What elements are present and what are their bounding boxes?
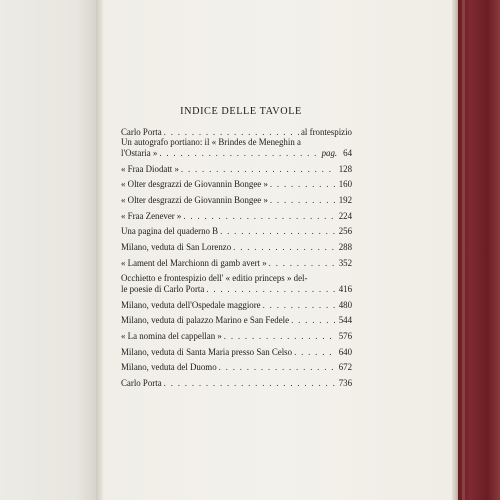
leader-dots [162,378,336,388]
list-item [121,362,352,372]
entry-page: 480 [338,299,352,310]
leader-dots [289,315,336,325]
page-title: INDICE DELLE TAVOLE [180,106,302,117]
entry-page: 352 [338,257,352,268]
list-item [121,164,352,174]
list-item [121,347,352,357]
leader-dots [231,242,336,252]
index-content [121,0,352,500]
list-item [121,273,352,294]
entry-page: al frontespizio [300,127,352,137]
list-item [121,179,352,189]
list-item [121,258,352,268]
entry-page: 416 [338,283,352,294]
entry-title: « La nomina del cappellan » [121,330,222,341]
entry-page: 224 [338,210,352,221]
list-item [121,242,352,252]
entry-page: 128 [338,163,352,174]
book-gutter [96,0,104,500]
entry-title: Milano, veduta del Duomo [121,362,217,373]
leader-dots [162,127,301,137]
entry-page: 640 [338,346,352,357]
entry-title: « Fraa Diodatt » [121,163,179,174]
list-item [121,315,352,325]
leader-dots [267,258,336,268]
entry-title: Milano, veduta dell'Ospedale maggiore [121,299,261,310]
entry-title: Milano, veduta di Santa Maria presso San Celso [121,346,293,357]
entry-title-line-1: Un autografo portiano: il « Brindes de Meneghin a [121,137,301,148]
entry-title: « Olter desgrazzi de Giovannin Bongee » [121,179,268,190]
leader-dots [218,226,336,236]
leader-dots [204,284,336,294]
entry-page: 64 [343,147,352,158]
entry-title: Una pagina del quaderno B [121,226,219,237]
list-item [121,300,352,310]
entry-title-line-2: le poesie di Carlo Porta [121,283,205,294]
list-item [121,127,352,137]
entry-page: 576 [338,330,352,341]
entry-title: « Fraa Zenever » [121,210,182,221]
entry-title: « Olter desgrazzi de Giovannin Bongee » [121,194,268,205]
list-item [121,211,352,221]
leader-dots [181,211,336,221]
leader-dots [217,362,336,372]
leader-dots [268,179,336,189]
leader-dots [292,347,336,357]
entry-title: Milano, veduta di palazzo Marino e San Fedele [121,315,290,326]
entry-page: 160 [338,179,352,190]
entry-title: « Lament del Marchionn di gamb avert » [121,257,267,268]
list-item [121,331,352,341]
entry-page: 288 [338,242,352,253]
entry-page: 192 [338,194,352,205]
leader-dots [268,195,336,205]
entry-page: 544 [338,315,352,326]
entry-title-line-2: l'Ostaria » [121,147,158,158]
plates-index-list [121,127,352,388]
leader-dots [222,331,336,341]
cover-highlight [462,0,465,500]
entry-page: 256 [338,226,352,237]
entry-title-line-1: Occhietto e frontespizio dell' « editio princeps » del- [121,273,308,284]
leader-dots [261,300,336,310]
leader-dots [179,164,336,174]
list-item [121,137,352,158]
list-item [121,378,352,388]
list-item [121,195,352,205]
entry-page: 672 [338,362,352,373]
entry-title: Milano, veduta di San Lorenzo [121,242,232,253]
list-item [121,226,352,236]
entry-title: Carlo Porta [121,127,162,137]
leader-dots [157,148,321,158]
page-label: pag. [321,147,338,158]
left-page [0,0,96,500]
entry-page: 736 [338,378,352,389]
entry-title: Carlo Porta [121,378,162,389]
